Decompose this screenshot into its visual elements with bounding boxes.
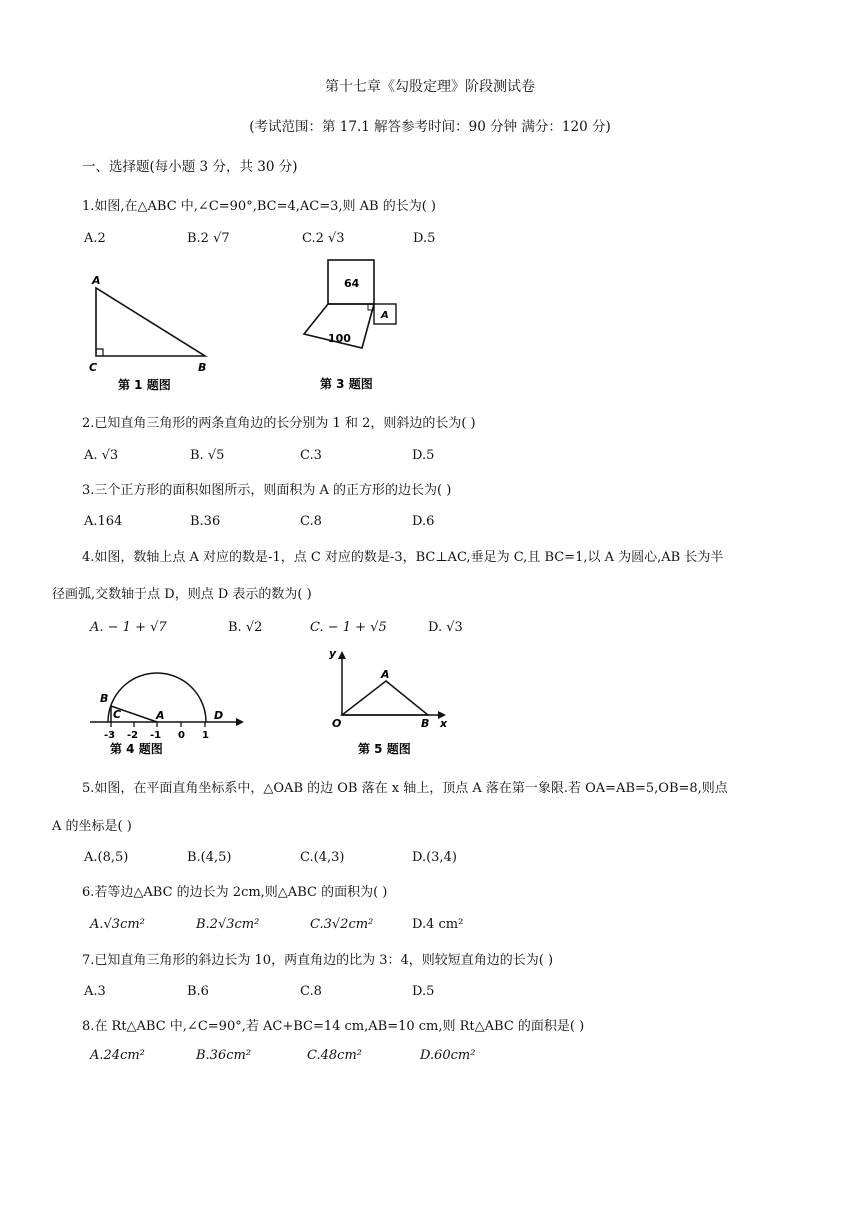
question-8-stem: 8.在 Rt△ABC 中,∠C=90°,若 AC+BC=14 cm,AB=10 cm,则 Rt△ABC 的面积是( ) <box>82 1019 585 1034</box>
question-6-option-d: D.4 cm² <box>412 917 464 932</box>
fig4-tick-minus3: -3 <box>104 730 116 741</box>
fig1-label-b: B <box>198 361 207 374</box>
question-1-option-d: D.5 <box>413 231 436 246</box>
fig4-tick-1: 1 <box>202 730 209 741</box>
fig4-tick-minus2: -2 <box>127 730 139 741</box>
question-3-option-b: B.36 <box>190 514 221 529</box>
question-5-option-c: C.(4,3) <box>300 850 345 865</box>
question-6-option-a: A.√3cm² <box>90 917 145 932</box>
fig4-label-c: C <box>113 708 122 721</box>
fig1-caption: 第 1 题图 <box>118 378 171 392</box>
question-5-option-d: D.(3,4) <box>412 850 457 865</box>
fig4-label-b: B <box>100 692 109 705</box>
fig5-label-y: y <box>329 647 337 660</box>
question-1-option-b: B.2 √7 <box>187 231 230 246</box>
fig4-label-d: D <box>214 709 224 722</box>
question-4-option-b: B. √2 <box>228 620 263 635</box>
question-6-option-b: B.2√3cm² <box>196 917 260 932</box>
fig5-label-x: x <box>440 717 448 730</box>
fig4-caption: 第 4 题图 <box>110 742 163 756</box>
fig3-label-100: 100 <box>328 332 351 345</box>
question-7-option-d: D.5 <box>412 984 435 999</box>
fig1-label-c: C <box>89 361 98 374</box>
figure-5-coordinate-triangle <box>324 643 454 763</box>
question-4-stem-line-1: 4.如图，数轴上点 A 对应的数是-1，点 C 对应的数是-3，BC⊥AC,垂足为 C,且 BC=1,以 A 为圆心,AB 长为半 <box>82 550 724 565</box>
fig5-caption: 第 5 题图 <box>358 742 411 756</box>
question-5-option-b: B.(4,5) <box>187 850 232 865</box>
question-8-option-b: B.36cm² <box>196 1048 252 1063</box>
question-3-option-a: A.164 <box>84 514 123 529</box>
question-5-stem-line-2: A 的坐标是( ) <box>52 819 132 834</box>
question-4-option-a: A. − 1 + √7 <box>90 620 167 635</box>
question-4-stem-line-2: 径画弧,交数轴于点 D，则点 D 表示的数为( ) <box>52 587 312 602</box>
fig5-label-a: A <box>381 668 390 681</box>
page-title: 第十七章《勾股定理》阶段测试卷 <box>325 79 535 95</box>
question-4-option-d: D. √3 <box>428 620 463 635</box>
question-8-option-a: A.24cm² <box>90 1048 145 1063</box>
figure-3-squares <box>300 256 410 396</box>
question-8-option-c: C.48cm² <box>307 1048 362 1063</box>
question-7-option-a: A.3 <box>84 984 106 999</box>
question-4-option-c: C. − 1 + √5 <box>310 620 387 635</box>
question-6-option-c: C.3√2cm² <box>310 917 374 932</box>
fig4-tick-0: 0 <box>178 730 185 741</box>
fig3-label-a: A <box>381 310 389 321</box>
question-1-option-c: C.2 √3 <box>302 231 345 246</box>
question-3-option-d: D.6 <box>412 514 435 529</box>
question-2-option-d: D.5 <box>412 448 435 463</box>
question-7-option-b: B.6 <box>187 984 209 999</box>
exam-scope-subtitle: (考试范围：第 17.1 解答参考时间：90 分钟 满分：120 分) <box>249 119 611 135</box>
fig3-label-64: 64 <box>344 277 360 290</box>
section-heading-multiple-choice: 一、选择题(每小题 3 分，共 30 分) <box>82 159 298 175</box>
question-2-option-b: B. √5 <box>190 448 225 463</box>
figure-4-number-line <box>88 655 248 763</box>
question-2-option-a: A. √3 <box>84 448 119 463</box>
question-7-stem: 7.已知直角三角形的斜边长为 10，两直角边的比为 3：4，则较短直角边的长为( ) <box>82 953 554 968</box>
figure-1-right-triangle <box>84 272 224 396</box>
question-1-stem: 1.如图,在△ABC 中,∠C=90°,BC=4,AC=3,则 AB 的长为( ) <box>82 199 436 214</box>
fig4-label-a: A <box>156 709 165 722</box>
fig4-tick-minus1: -1 <box>150 730 162 741</box>
question-2-option-c: C.3 <box>300 448 322 463</box>
question-3-stem: 3.三个正方形的面积如图所示，则面积为 A 的正方形的边长为( ) <box>82 483 452 498</box>
question-8-option-d: D.60cm² <box>420 1048 476 1063</box>
question-2-stem: 2.已知直角三角形的两条直角边的长分别为 1 和 2，则斜边的长为( ) <box>82 416 476 431</box>
question-7-option-c: C.8 <box>300 984 322 999</box>
fig1-label-a: A <box>92 274 101 287</box>
fig5-label-b: B <box>421 717 430 730</box>
fig5-label-o: O <box>332 717 342 730</box>
question-1-option-a: A.2 <box>84 231 106 246</box>
question-5-option-a: A.(8,5) <box>84 850 129 865</box>
question-5-stem-line-1: 5.如图，在平面直角坐标系中，△OAB 的边 OB 落在 x 轴上，顶点 A 落在第一象限.若 OA=AB=5,OB=8,则点 <box>82 781 728 796</box>
fig3-caption: 第 3 题图 <box>320 377 373 391</box>
question-6-stem: 6.若等边△ABC 的边长为 2cm,则△ABC 的面积为( ) <box>82 885 388 900</box>
question-3-option-c: C.8 <box>300 514 322 529</box>
